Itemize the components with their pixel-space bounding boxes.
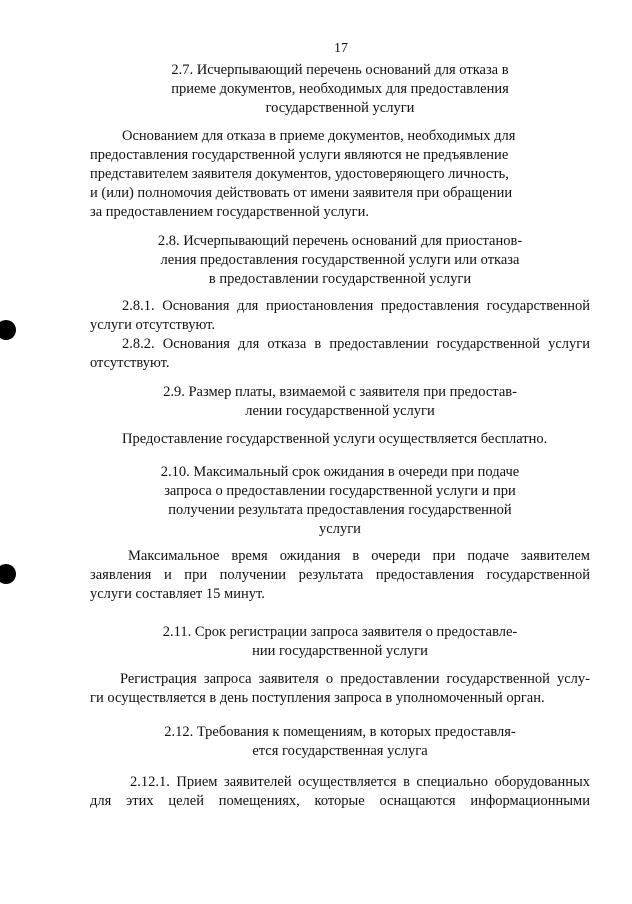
section-heading-2-9: 2.9. Размер платы, взимаемой с заявителя при предостав- лении государственной услуги — [163, 384, 517, 419]
section-body-2-10-line3: услуги составляет 15 минут. — [90, 586, 265, 602]
section-body-2-7 — [90, 127, 590, 222]
section-heading-2-12: 2.12. Требования к помещениям, в которых предоставля- ется государственная услуга — [164, 724, 516, 759]
section-heading-2-10: 2.10. Максимальный срок ожидания в очереди при подаче запроса о предоставлении государственной услуги и при получении результата предоставления государственной услуги — [160, 464, 520, 537]
section-heading-2-8: 2.8. Исчерпывающий перечень оснований для приостанов- ления предоставления государственной услуги или отказа в предоставлении государственной услуги — [157, 233, 523, 287]
item-2-8-2-line2: отсутствуют. — [90, 355, 170, 371]
section-body-2-10-line1: Максимальное время ожидания в очереди при подаче заявителем — [128, 548, 590, 564]
section-body-2-12-line2: для этих целей помещениях, которые оснащаются информационными — [90, 793, 590, 809]
item-2-8-1-line1: 2.8.1. Основания для приостановления предоставления государственной — [122, 298, 590, 314]
page-number: 17 — [334, 41, 348, 56]
item-2-8-1 — [90, 297, 590, 335]
section-body-2-12 — [90, 773, 590, 811]
section-body-2-10 — [90, 547, 590, 604]
section-body-2-11-line2: ги осуществляется в день поступления запроса в уполномоченный орган. — [90, 690, 545, 706]
item-2-8-1-line2: услуги отсутствуют. — [90, 317, 215, 333]
section-body-2-10-line2: заявления и при получении результата предоставления государственной — [90, 567, 590, 583]
section-body-2-11 — [90, 670, 590, 708]
section-heading-2-11: 2.11. Срок регистрации запроса заявителя о предоставле- нии государственной услуги — [162, 624, 518, 659]
punch-hole-top — [0, 320, 16, 340]
section-body-2-7-text: Основанием для отказа в приеме документов, необходимых для предоставления государственной услуги являются не предъявление представителем заявителя документов, удостоверяющего личность, и (или) полномочия действовать от имени заявителя при обращении за предоставлением государственной услуги. — [90, 128, 516, 220]
item-2-8-2 — [90, 335, 590, 373]
section-body-2-11-line1: Регистрация запроса заявителя о предоставлении государственной услу- — [120, 671, 590, 687]
item-2-8-2-line1: 2.8.2. Основания для отказа в предоставлении государственной услуги — [122, 336, 590, 352]
section-body-2-12-line1: 2.12.1. Прием заявителей осуществляется в специально оборудованных — [130, 774, 590, 790]
section-body-2-9: Предоставление государственной услуги осуществляется бесплатно. — [122, 431, 548, 447]
punch-hole-bottom — [0, 564, 16, 584]
section-heading-2-7: 2.7. Исчерпывающий перечень оснований для отказа в приеме документов, необходимых для предоставления государственной услуги — [171, 62, 509, 116]
